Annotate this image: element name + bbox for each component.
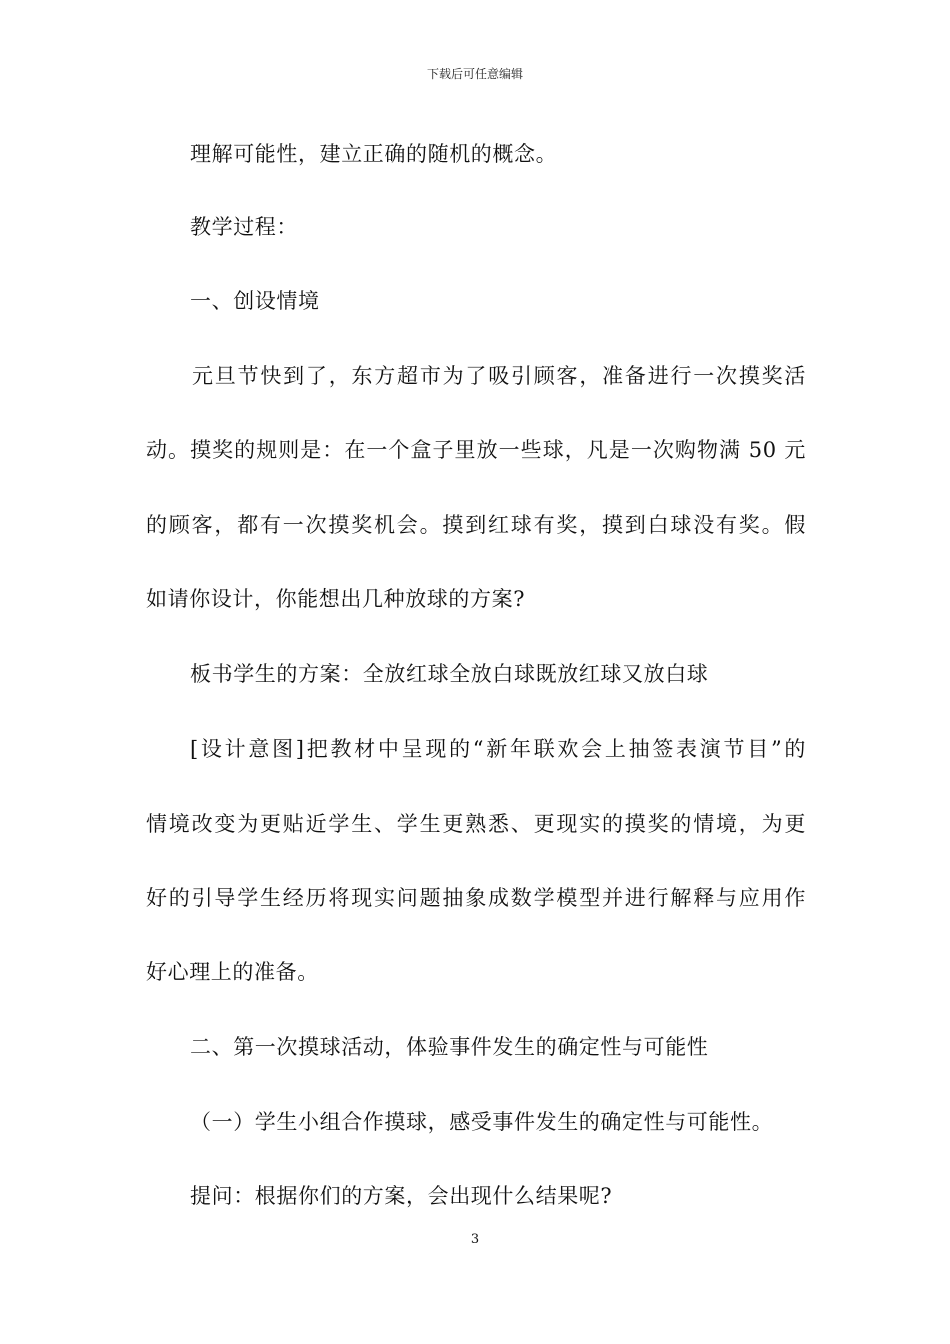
text-line: 的顾客，都有一次摸奖机会。摸到红球有奖，摸到白球没有奖。假: [146, 513, 806, 537]
text-line: 提问：根据你们的方案，会出现什么结果呢?: [190, 1184, 613, 1208]
text-line: 元旦节快到了，东方超市为了吸引顾客，准备进行一次摸奖活: [192, 364, 806, 388]
text-line: 好心理上的准备。: [146, 960, 319, 984]
section-heading: 二、第一次摸球活动，体验事件发生的确定性与可能性: [190, 1035, 709, 1059]
page-header-note: 下载后可任意编辑: [426, 67, 523, 81]
page-number: 3: [470, 1232, 480, 1247]
text-line: 情境改变为更贴近学生、学生更熟悉、更现实的摸奖的情境，为更: [146, 812, 806, 836]
text-line: 教学过程：: [190, 215, 298, 239]
text-line: 好的引导学生经历将现实问题抽象成数学模型并进行解释与应用作: [146, 886, 806, 910]
text-line: 如请你设计，你能想出几种放球的方案?: [146, 587, 526, 611]
section-heading: 一、创设情境: [190, 289, 320, 313]
text-line: 动。摸奖的规则是：在一个盒子里放一些球，凡是一次购物满 50 元: [146, 438, 806, 462]
text-line: 理解可能性，建立正确的随机的概念。: [190, 142, 558, 166]
text-line: 板书学生的方案：全放红球全放白球既放红球又放白球: [190, 662, 709, 686]
text-line: [设计意图]把教材中呈现的“新年联欢会上抽签表演节目”的: [190, 737, 806, 761]
subsection-heading: （一）学生小组合作摸球，感受事件发生的确定性与可能性。: [190, 1110, 774, 1134]
